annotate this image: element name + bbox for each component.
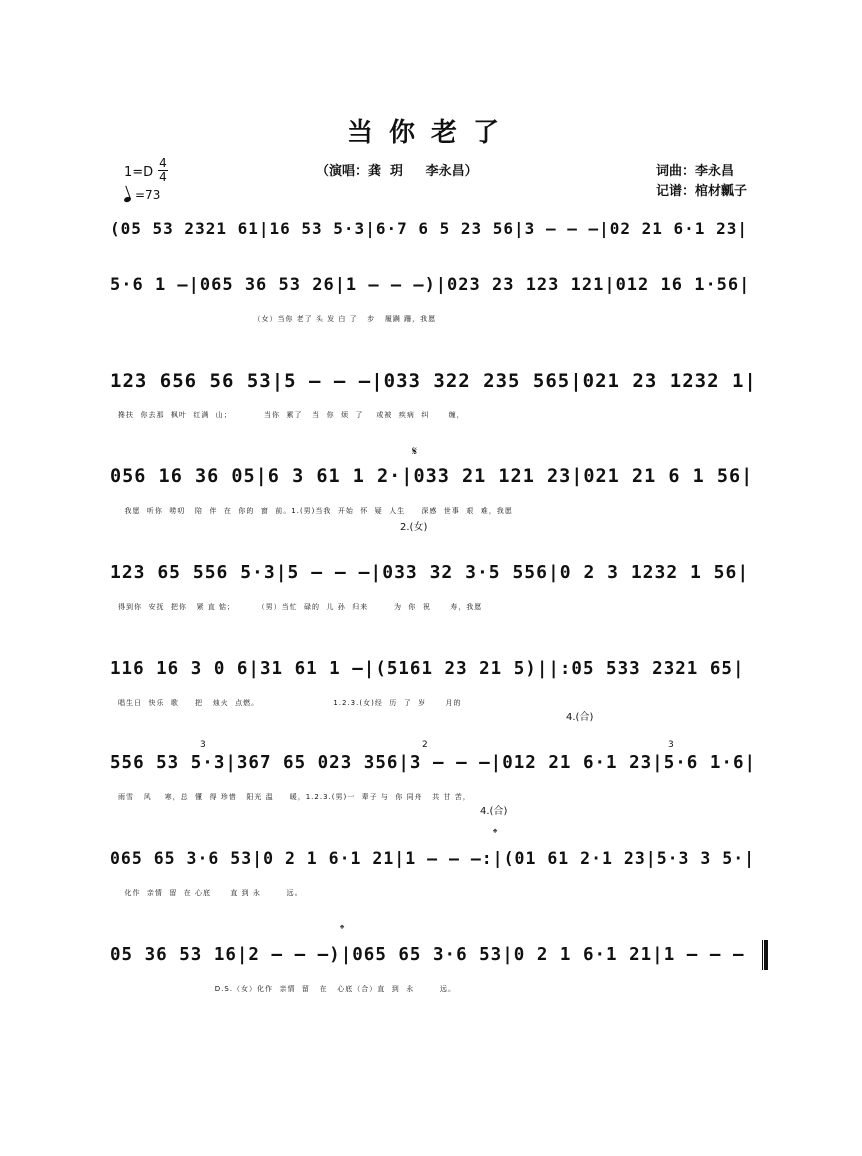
key-signature: 1=D <box>124 165 154 180</box>
score-row-3 <box>110 364 770 452</box>
lyrics-line: 雨雪 风 寒，总 懂 得 珍惜 阳光 温 暖，1.2.3.(男)一 辈子 与 你 同舟 共 甘 苦， <box>118 793 471 801</box>
notation-text: 556 53 5·3|367 65 023 356|3 — — —|012 21 6·1 23|5·6 1·6| <box>110 753 757 773</box>
notes-line <box>110 364 770 398</box>
notation-text: 123 656 56 53|5 — — —|033 322 235 565|021 23 1232 1| <box>110 370 757 392</box>
notes-line <box>110 556 770 590</box>
notation-text: (05 53 2321 61|16 53 5·3|6·7 6 5 23 56|3 — — —|02 21 6·1 23| <box>110 219 748 238</box>
score-row-5 <box>110 556 770 644</box>
lyrics-line: 得到你 安抚 把你 紧 直 惦； （男）当忙 碌的 儿 孙 归来 为 你 祝 寿，我愿 <box>118 603 483 611</box>
coda-icon: 𝄌 <box>493 826 498 840</box>
transcriber: 记谱：棺材瓤子 <box>656 184 748 199</box>
notation-text: 123 65 556 5·3|5 — — —|033 32 3·5 556|0 2 3 1232 1 56| <box>110 562 750 583</box>
lyrics-line: D.S.（女）化作 亲情 留 在 心底（合）直 到 永 远。 <box>118 985 456 993</box>
volta-2-marker: 2 <box>422 740 428 750</box>
credits-block <box>656 162 747 202</box>
lyrics-line: 我愿 听你 唠叨 陪 伴 在 你的 窗 前。1.(男)当我 开始 怀 疑 人生 深感 世事 艰 难，我愿 <box>118 507 513 515</box>
notes-line <box>110 746 770 780</box>
mixed-line-4-label-b: 4.(合) <box>480 806 508 817</box>
score-row-7 <box>110 746 770 834</box>
mixed-line-4-label: 4.(合) <box>566 712 594 723</box>
notation-text: 5·6 1 —|065 36 53 26|1 — — —)|023 23 123 121|012 16 1·56| <box>110 275 751 295</box>
lyricist-composer: 词曲：李永昌 <box>656 164 735 179</box>
notes-line <box>110 268 770 302</box>
time-signature <box>158 157 168 184</box>
tempo-marking <box>124 188 160 202</box>
lyrics-line: （女）当你 老了 头 发 白 了 步 履蹒 跚，我愿 <box>118 315 437 323</box>
score-row-4 <box>110 460 770 548</box>
volta-3-marker: 3 <box>200 740 206 750</box>
notation-text: 116 16 3 0 6|31 61 1 —|(5161 23 21 5)||:05 533 2321 65| <box>110 659 745 679</box>
lyrics-line: 化作 亲情 留 在 心底 直 到 永 远。 <box>118 889 303 897</box>
notes-line <box>110 652 770 686</box>
volta-3-marker-b: 3 <box>668 740 674 750</box>
lyrics-line: 唱生日 快乐 歌 把 烛火 点燃。 1.2.3.(女)经 历 了 岁 月的 <box>118 699 462 707</box>
notes-line <box>110 938 770 972</box>
final-barline <box>762 940 768 970</box>
notes-line <box>110 842 770 876</box>
tempo-value: =73 <box>135 188 161 202</box>
score-row-6 <box>110 652 770 740</box>
time-numerator: 4 <box>159 156 167 170</box>
notation-text: 065 65 3·6 53|0 2 1 6·1 21|1 — — —:|(01 61 2·1 23|5·3 3 5·| <box>110 849 756 868</box>
coda-icon-b: 𝄌 <box>340 922 345 936</box>
score-row-8 <box>110 842 770 930</box>
notation-text: 05 36 53 16|2 — — —)|065 65 3·6 53|0 2 1 6·1 21|1 — — — <box>110 945 745 965</box>
notes-line <box>110 460 770 494</box>
lyrics-line: 搀扶 你去那 枫叶 红满 山； 当你 累了 当 你 烦 了 或被 疾病 纠 缠， <box>118 411 465 419</box>
singers-credit: （演唱：龚 玥 李永昌） <box>316 164 478 179</box>
score-row-9 <box>110 938 770 1026</box>
song-title: 当你老了 <box>346 118 515 148</box>
notes-line <box>110 212 770 246</box>
quarter-note-icon <box>123 196 131 203</box>
notation-text: 056 16 36 05|6 3 61 1 2·|033 21 121 23|021 21 6 1 56| <box>110 466 754 487</box>
score-row-2 <box>110 268 770 356</box>
female-line-2-label: 2.(女) <box>400 522 428 533</box>
time-denominator: 4 <box>159 170 167 184</box>
segno-icon: 𝄋 <box>412 444 418 458</box>
